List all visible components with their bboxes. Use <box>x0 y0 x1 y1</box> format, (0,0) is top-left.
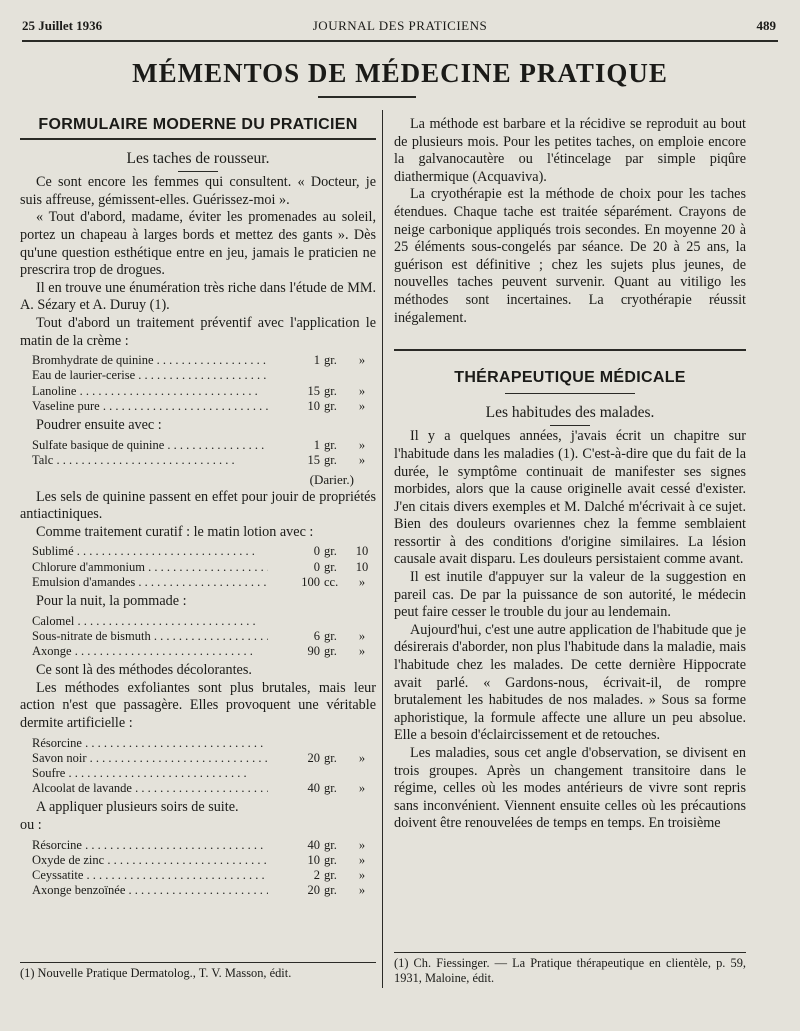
paragraph: A appliquer plusieurs soirs de suite. <box>36 799 239 816</box>
paragraph: Les maladies, sous cet angle d'observation, se divisent en trois groupes. Après un changement transitoire dans le régime, celles où les modes antérieurs de vivre sont repris sans inconvénient. Viennent ensuite celles où les précautions doivent être renouvelées de temps en temps. En troisième <box>394 745 746 832</box>
ingredient-fraction: » <box>358 883 366 898</box>
ingredient-quantity: 2 <box>313 867 320 882</box>
ingredient-fraction: » <box>358 353 366 368</box>
ingredient-quantity: 10 <box>307 852 320 867</box>
prescription-row <box>32 644 376 659</box>
ingredient-name: Sous-nitrate de bismuth . . . <box>32 629 268 644</box>
ingredient-fraction: » <box>358 781 366 796</box>
ingredient-quantity: 90 <box>307 643 320 658</box>
prescription-row <box>32 868 376 883</box>
ingredient-fraction: » <box>358 452 366 467</box>
ingredient-unit: gr. <box>324 628 337 643</box>
prescription-table <box>32 544 376 590</box>
section-separator <box>394 327 746 351</box>
prescription-row <box>32 368 376 383</box>
ingredient-unit: cc. <box>324 574 339 589</box>
header-date: 25 Juillet 1936 <box>22 18 103 33</box>
ingredient-fraction: » <box>358 643 366 658</box>
ingredient-fraction: » <box>358 750 366 765</box>
header-page-number: 489 <box>756 18 776 33</box>
ingredient-unit: gr. <box>324 781 337 796</box>
ingredient-quantity: 0 <box>313 544 320 559</box>
prescription-row <box>32 384 376 399</box>
prescription-row <box>32 736 376 751</box>
paragraph: La cryothérapie est la méthode de choix pour les taches étendues. Chaque tache est traitée séparément. Crayons de neige carbonique appliqués trois secondes. En moyenne 20 à 25 éléments sous-congelés par séance. De 20 à 25 ans, la guérison est définitive ; chez les sujets plus jeunes, de nouvelles taches peuvent survenir. Quant au vitiligo les méthodes sont incertaines. La cryothérapie réussit inégalement. <box>394 186 746 326</box>
ingredient-fraction: » <box>358 837 366 852</box>
ingredient-name: Calomel . . . <box>32 614 268 629</box>
ingredient-name: Alcoolat de lavande . . . <box>32 781 268 796</box>
prescription-row <box>32 575 376 590</box>
prescription-table <box>32 838 376 899</box>
prescription-row <box>32 883 376 898</box>
prescription-author: (Darier.) <box>309 471 354 487</box>
ingredient-name: Axonge . . . <box>32 644 268 659</box>
prescription-table <box>32 614 376 660</box>
ingredient-name: Ceyssatite . . . <box>32 868 268 883</box>
ingredient-unit: gr. <box>324 353 337 368</box>
ingredient-unit: gr. <box>324 837 337 852</box>
ingredient-quantity: 10 <box>307 398 320 413</box>
ingredient-name: Eau de laurier-cerise . . . <box>32 368 268 383</box>
ingredient-name: Bromhydrate de quinine . . . <box>32 353 268 368</box>
ingredient-name: Résorcine . . . <box>32 736 268 751</box>
ingredient-name: Axonge benzoïnée . . . <box>32 883 268 898</box>
prescription-row <box>32 838 376 853</box>
ingredient-name: Vaseline pure . . . <box>32 399 268 414</box>
page-title: MÉMENTOS DE MÉDECINE PRATIQUE <box>132 58 668 88</box>
paragraph: Il y a quelques années, j'avais écrit un chapitre sur l'habitude dans les maladies (1). C'est-à-dire que du fait de la durée, le symptôme continuait de manifester ses signes morbides, alors que la cause originelle avait cessé d'exister. J'en citais divers exemples et M. Dalché m'écrivait à ce sujet. Bien des douleurs ovariennes chez la femme semblaient ressortir à des conditions d'origine similaires. La lésion causale avait disparu. Les douleurs persistaient comme avant. <box>394 428 746 568</box>
paragraph: Il en trouve une énumération très riche dans l'étude de MM. A. Sézary et A. Duruy (1). <box>20 279 376 314</box>
prescription-row <box>32 766 376 781</box>
prescription-row <box>32 438 376 453</box>
ingredient-quantity: 20 <box>307 750 320 765</box>
paragraph: La méthode est barbare et la récidive se reproduit au bout de plusieurs mois. Pour les petites taches, on emploie encore la galvanocautère ou l'étincelage par simple piqûre diathermique (Acquaviva). <box>394 116 746 185</box>
or-label: ou : <box>20 816 42 833</box>
paragraph: Tout d'abord un traitement préventif avec l'application le matin de la crème : <box>20 314 376 349</box>
prescription-table <box>32 736 376 797</box>
ingredient-fraction: » <box>358 383 366 398</box>
ingredient-quantity: 1 <box>313 437 320 452</box>
ingredient-name: Chlorure d'ammonium . . . <box>32 560 268 575</box>
ingredient-unit: gr. <box>324 383 337 398</box>
paragraph: Pour la nuit, la pommade : <box>36 592 187 609</box>
ingredient-name: Sublimé . . . <box>32 544 268 559</box>
ingredient-name: Soufre . . . <box>32 766 268 781</box>
prescription-table <box>32 353 376 414</box>
ingredient-name: Lanoline . . . <box>32 384 268 399</box>
article-subtitle-taches: Les taches de rousseur. <box>126 149 270 167</box>
ingredient-fraction: 10 <box>355 544 369 559</box>
prescription-row <box>32 453 376 468</box>
ingredient-name: Sulfate basique de quinine . . . <box>32 438 268 453</box>
ingredient-fraction: 10 <box>355 559 369 574</box>
ingredient-quantity: 20 <box>307 883 320 898</box>
ingredient-unit: gr. <box>324 867 337 882</box>
ingredient-fraction: » <box>358 574 366 589</box>
prescription-row <box>32 614 376 629</box>
prescription-row <box>32 399 376 414</box>
ingredient-unit: gr. <box>324 544 337 559</box>
ingredient-unit: gr. <box>324 883 337 898</box>
left-column <box>20 116 376 986</box>
ingredient-name: Talc . . . <box>32 453 268 468</box>
ingredient-fraction: » <box>358 398 366 413</box>
section-heading-therapeutique: THÉRAPEUTIQUE MÉDICALE <box>454 369 686 387</box>
ingredient-unit: gr. <box>324 452 337 467</box>
ingredient-unit: gr. <box>324 750 337 765</box>
prescription-row <box>32 853 376 868</box>
ingredient-fraction: » <box>358 437 366 452</box>
ingredient-fraction: » <box>358 852 366 867</box>
ingredient-unit: gr. <box>324 643 337 658</box>
header-journal: JOURNAL DES PRATICIENS <box>312 18 488 33</box>
paragraph: Les sels de quinine passent en effet pour jouir de propriétés antiactiniques. <box>20 488 376 523</box>
article-subtitle-habitudes: Les habitudes des malades. <box>485 403 655 421</box>
ingredient-name: Oxyde de zinc . . . <box>32 853 268 868</box>
prescription-table <box>32 438 376 468</box>
ingredient-fraction: » <box>358 628 366 643</box>
prescription-row <box>32 781 376 796</box>
paragraph: « Tout d'abord, madame, éviter les promenades au soleil, portez un chapeau à larges bords et mettez des gants ». Dès qu'une question esthétique entre en jeu, jamais le praticien ne prescrira trop de drogues. <box>20 209 376 279</box>
paragraph: Il est inutile d'appuyer sur la valeur de la suggestion en pareil cas. De par la puissance de son autorité, le médecin peut faire cesser le trouble du jour au lendemain. <box>394 569 746 621</box>
footnote-left: (1) Nouvelle Pratique Dermatolog., T. V. Masson, édit. <box>20 962 376 981</box>
ingredient-unit: gr. <box>324 398 337 413</box>
section-heading-formulaire: FORMULAIRE MODERNE DU PRATICIEN <box>20 116 376 140</box>
prescription-row <box>32 629 376 644</box>
ingredient-quantity: 1 <box>313 353 320 368</box>
ingredient-quantity: 6 <box>313 628 320 643</box>
footnote-right: (1) Ch. Fiessinger. — La Pratique thérapeutique en clientèle, p. 59, 1931, Maloine, édit. <box>394 952 746 986</box>
prescription-row <box>32 560 376 575</box>
ingredient-quantity: 40 <box>307 781 320 796</box>
paragraph: Ce sont là des méthodes décolorantes. <box>36 662 252 679</box>
page-header <box>22 14 778 42</box>
ingredient-quantity: 15 <box>307 452 320 467</box>
paragraph: Aujourd'hui, c'est une autre application de l'habitude que je désirerais d'aborder, non plus l'habitude dans la maladie, mais l'habitude chez les malades. De cette dernière Hippocrate avait parlé. « Gardons-nous, écrivait-il, de rompre brutalement les habitudes de nos malades. » Sous sa forme aphoristique, la formule affecte une allure un peu absolue. Elle a besoin d'éclaircissement et de retouches. <box>394 621 746 744</box>
prescription-row <box>32 751 376 766</box>
prescription-row <box>32 353 376 368</box>
section-rule <box>505 393 635 394</box>
ingredient-quantity: 100 <box>301 574 320 589</box>
ingredient-name: Savon noir . . . <box>32 751 268 766</box>
ingredient-quantity: 15 <box>307 383 320 398</box>
title-rule <box>318 96 416 98</box>
prescription-row <box>32 544 376 559</box>
ingredient-quantity: 40 <box>307 837 320 852</box>
ingredient-name: Emulsion d'amandes . . . <box>32 575 268 590</box>
paragraph: Comme traitement curatif : le matin lotion avec : <box>36 523 314 540</box>
ingredient-unit: gr. <box>324 852 337 867</box>
paragraph: Ce sont encore les femmes qui consultent. « Docteur, je suis affreuse, gémissent-elles. Guérissez-moi ». <box>20 174 376 208</box>
subtitle-rule <box>550 425 590 426</box>
column-divider <box>382 110 383 988</box>
ingredient-fraction: » <box>358 867 366 882</box>
ingredient-unit: gr. <box>324 437 337 452</box>
ingredient-name: Résorcine . . . <box>32 838 268 853</box>
ingredient-quantity: 0 <box>313 559 320 574</box>
paragraph: Les méthodes exfoliantes sont plus brutales, mais leur action n'est que passagère. Elles provoquent une véritable dermite artificielle : <box>20 679 376 731</box>
right-column <box>394 116 746 986</box>
ingredient-unit: gr. <box>324 559 337 574</box>
paragraph: Poudrer ensuite avec : <box>36 416 162 433</box>
subtitle-rule <box>178 171 218 172</box>
